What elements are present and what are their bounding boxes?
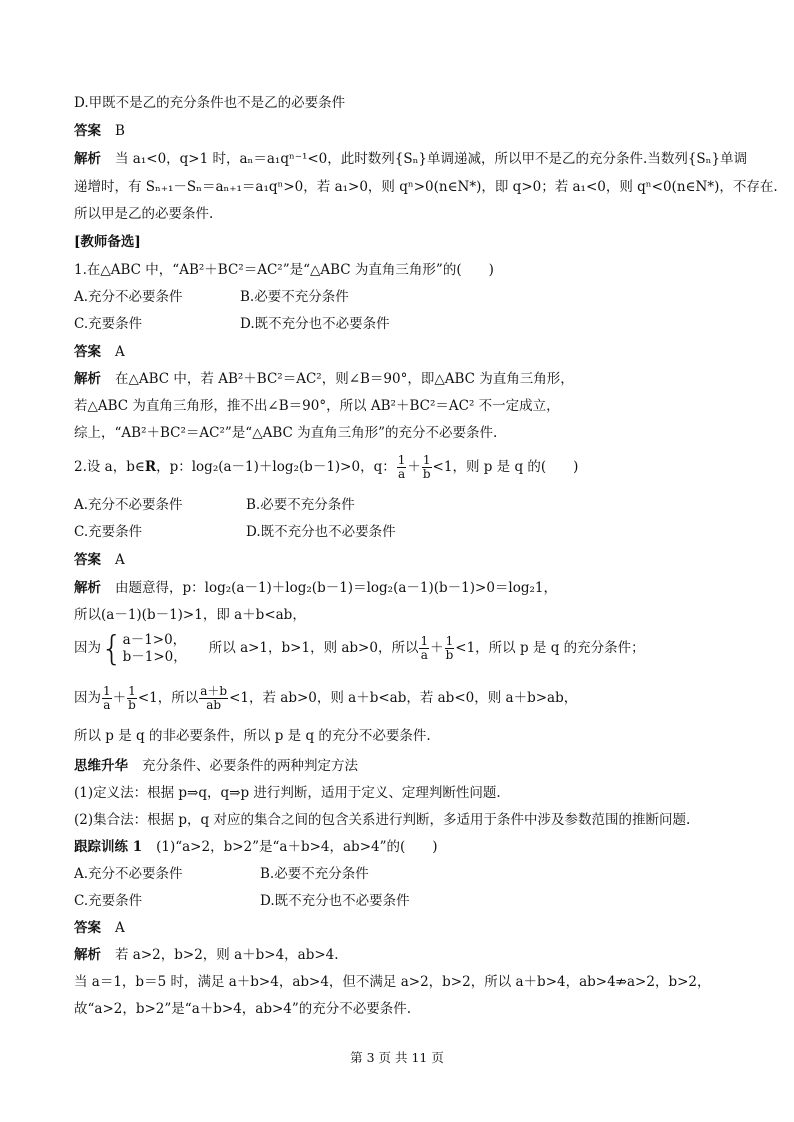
method-set: (2)集合法：根据 p，q 对应的集合之间的包含关系进行判断，多适用于条件中涉及参数范围的推断问题. (74, 812, 691, 828)
analysis-text: 若△ABC 为直角三角形，推不出∠B＝90°，所以 AB²＋BC²＝AC² 不一定成立， (74, 398, 560, 414)
question-2 (74, 452, 578, 482)
question-3-option-d: D.既不充分也不必要条件 (260, 893, 410, 909)
question-2-option-a: A.充分不必要条件 (74, 497, 183, 513)
question-1-option-a: A.充分不必要条件 (74, 289, 183, 305)
analysis-line (74, 369, 574, 389)
question-2-option-c: C.充要条件 (74, 524, 143, 540)
analysis-text: <1，所以 (137, 690, 199, 706)
answer-line (74, 121, 125, 141)
practice-label: 跟踪训练 1 (74, 839, 143, 855)
answer-line (74, 550, 125, 570)
analysis-label: 解析 (74, 151, 101, 167)
practice-question-text: (1)“a>2，b>2”是“a＋b>4，ab>4”的( ) (156, 839, 438, 855)
real-set-symbol: R (144, 459, 157, 475)
analysis-text: 若 a>2，b>2，则 a＋b>4，ab>4. (115, 947, 339, 963)
fraction-1-over-b: $\frac{1}{b}$ (422, 453, 431, 481)
analysis-text: <1，所以 p 是 q 的充分条件； (455, 640, 645, 656)
analysis-text: 故“a>2，b>2”是“a＋b>4，ab>4”的充分不必要条件. (74, 1001, 412, 1017)
question-3-option-c: C.充要条件 (74, 893, 143, 909)
analysis-label: 解析 (74, 371, 101, 387)
analysis-text: 所以甲是乙的必要条件. (74, 206, 214, 222)
method-definition: (1)定义法：根据 p⇒q，q⇒p 进行判断，适用于定义、定理判断性问题. (74, 785, 501, 801)
fraction-1-over-a: $\frac{1}{a}$ (420, 634, 429, 662)
question-1: 1.在△ABC 中，“AB²＋BC²＝AC²”是“△ABC 为直角三角形”的( ) (74, 262, 494, 278)
analysis-text: 所以 a>1，b>1，则 ab>0，所以 (208, 640, 419, 656)
answer-line (74, 342, 125, 362)
option-d-line: D.甲既不是乙的充分条件也不是乙的必要条件 (74, 95, 346, 111)
question-3-option-b: B.必要不充分条件 (260, 866, 369, 882)
analysis-system-line (74, 628, 645, 668)
analysis-text: 因为 (74, 640, 101, 656)
plus-sign: ＋ (430, 640, 444, 656)
system-row: b－1>0， (122, 648, 187, 665)
answer-value: A (115, 552, 125, 568)
inequality-system (101, 628, 187, 669)
question-2-option-b: B.必要不充分条件 (246, 497, 355, 513)
fraction-1-over-a: $\frac{1}{a}$ (103, 684, 111, 712)
analysis-text: 因为 (74, 690, 101, 706)
answer-label: 答案 (74, 920, 101, 936)
analysis-text: 当 a₁<0，q>1 时，aₙ＝a₁qⁿ⁻¹<0，此时数列{Sₙ}单调递减，所以甲不是乙的充分条件.当数列{Sₙ}单调 (115, 151, 748, 167)
analysis-line (74, 149, 747, 169)
plus-sign: ＋ (112, 690, 127, 706)
question-1-option-d: D.既不充分也不必要条件 (240, 316, 390, 332)
question-2-text: ，p：log₂(a－1)＋log₂(b－1)>0，q： (156, 459, 396, 475)
fraction-1-over-b: $\frac{1}{b}$ (128, 684, 136, 712)
analysis-text: 递增时，有 Sₙ₊₁－Sₙ＝aₙ₊₁＝a₁qⁿ>0，若 a₁>0，则 qⁿ>0(n∈N*)，即 q>0；若 a₁<0，则 qⁿ<0(n∈N*)，不存在. (74, 179, 778, 195)
analysis-text: 综上，“AB²＋BC²＝AC²”是“△ABC 为直角三角形”的充分不必要条件. (74, 425, 498, 441)
question-1-option-c: C.充要条件 (74, 316, 143, 332)
answer-value: A (115, 920, 125, 936)
analysis-text: 所以 p 是 q 的非必要条件，所以 p 是 q 的充分不必要条件. (74, 728, 431, 744)
analysis-text: 所以(a－1)(b－1)>1，即 a＋b<ab， (74, 607, 306, 623)
question-1-option-b: B.必要不充分条件 (240, 289, 349, 305)
analysis-line (74, 578, 557, 598)
analysis-text: 当 a＝1，b＝5 时，满足 a＋b>4，ab>4，但不满足 a>2，b>2，所以 a＋b>4，ab>4⇏a>2，b>2， (74, 974, 711, 990)
fraction-1-over-a: $\frac{1}{a}$ (397, 453, 406, 481)
answer-value: B (115, 123, 125, 139)
system-row: a－1>0， (122, 631, 187, 648)
answer-label: 答案 (74, 123, 101, 139)
left-brace-icon: { (101, 628, 123, 669)
answer-label: 答案 (74, 344, 101, 360)
practice-question (74, 837, 438, 857)
analysis-text: <1，若 ab>0，则 a＋b<ab，若 ab<0，则 a＋b>ab， (229, 690, 578, 706)
answer-line (74, 918, 125, 938)
question-2-text: 2.设 a，b∈ (74, 459, 145, 475)
question-2-option-d: D.既不充分也不必要条件 (246, 524, 396, 540)
thinking-summary-heading (74, 756, 358, 776)
page-footer: 第 3 页 共 11 页 (350, 1050, 444, 1065)
thinking-summary-title: 充分条件、必要条件的两种判定方法 (142, 758, 358, 774)
analysis-label: 解析 (74, 580, 101, 596)
fraction-1-over-b: $\frac{1}{b}$ (445, 634, 454, 662)
analysis-line (74, 945, 339, 965)
thinking-summary-label: 思维升华 (74, 758, 128, 774)
plus-sign: ＋ (407, 459, 421, 475)
analysis-text: 由题意得，p：log₂(a－1)＋log₂(b－1)＝log₂(a－1)(b－1)>0＝log₂1， (115, 580, 557, 596)
fraction-apb-over-ab: $\frac{a+b}{ab}$ (200, 684, 228, 712)
teacher-section-heading: [教师备选] (74, 234, 141, 250)
analysis-text: 在△ABC 中，若 AB²＋BC²＝AC²，则∠B＝90°，即△ABC 为直角三角形， (115, 371, 574, 387)
question-2-text: <1，则 p 是 q 的( ) (432, 459, 579, 475)
analysis-label: 解析 (74, 947, 101, 963)
analysis-fraction-line (74, 683, 577, 713)
answer-label: 答案 (74, 552, 101, 568)
answer-value: A (115, 344, 125, 360)
question-3-option-a: A.充分不必要条件 (74, 866, 183, 882)
